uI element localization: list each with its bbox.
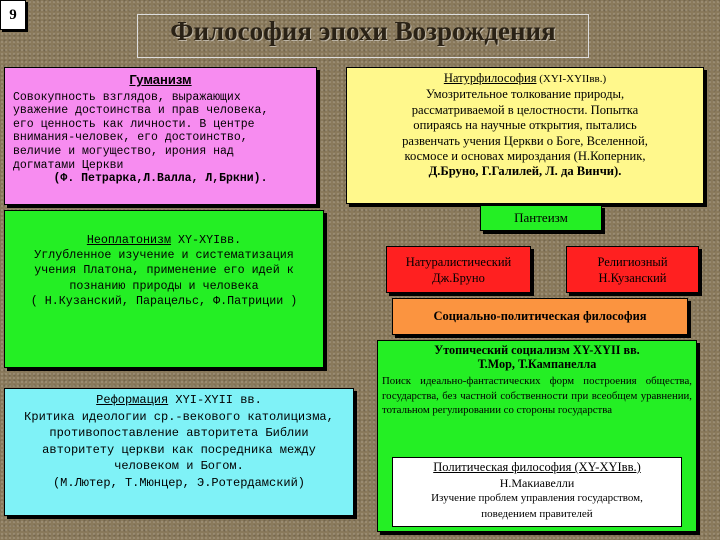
socio-political-box bbox=[392, 298, 688, 335]
political-philosophy-box bbox=[392, 457, 682, 527]
humanism-authors: (Ф. Петрарка,Л.Валла, Л,Бркни). bbox=[53, 172, 268, 186]
neoplatonism-line: познанию природы и человека bbox=[69, 278, 259, 293]
natural-philosophy-box bbox=[346, 67, 704, 204]
neoplatonism-line: учения Платона, применение его идей к bbox=[34, 263, 294, 278]
religious-label: Религиозный bbox=[597, 254, 668, 269]
reformation-title: Реформация bbox=[96, 393, 169, 407]
utopian-authors: Т.Мор, Т.Кампанелла bbox=[477, 357, 597, 371]
reformation-line: Критика идеологии ср.-векового католицизма, bbox=[24, 409, 334, 424]
neoplatonism-period: XY-XYIвв. bbox=[171, 233, 242, 247]
reformation-box bbox=[4, 388, 354, 516]
reformation-authors: (М.Лютер, Т.Мюнцер, Э.Ротердамский) bbox=[52, 475, 306, 490]
natural-philosophy-heading bbox=[353, 71, 697, 87]
humanism-line: Совокупность взглядов, выражающих bbox=[13, 90, 241, 104]
reformation-line: противопоставление авторитета Библии bbox=[49, 426, 309, 440]
natural-philosophy-line: Умозрительное толкование природы, bbox=[425, 87, 625, 102]
socio-political-label: Социально-политическая философия bbox=[433, 309, 647, 323]
pantheism-label: Пантеизм bbox=[514, 210, 568, 225]
religious-author: Н.Кузанский bbox=[598, 270, 667, 285]
utopian-description: Поиск идеально-фантастических форм построения общества, государства, без частной собственности при всеобщем уравнении, тотальном регулировании со стороны государства bbox=[382, 375, 692, 417]
reformation-line: авторитету церкви как посредника между bbox=[42, 442, 316, 457]
neoplatonism-line: Углубленное изучение и систематизация bbox=[34, 248, 294, 263]
humanism-line: величие и могущество, ирония над bbox=[13, 144, 234, 158]
religious-pantheism-box bbox=[566, 246, 699, 293]
slide-number: 9 bbox=[0, 0, 26, 30]
natural-philosophy-line: опираясь на научные открытия, пытались bbox=[413, 118, 637, 133]
neoplatonism-box bbox=[4, 210, 324, 368]
reformation-line: человеком и Богом. bbox=[114, 459, 244, 473]
reformation-period: XYI-XYII вв. bbox=[168, 393, 262, 407]
humanism-line: уважение достоинства и прав человека, bbox=[13, 104, 269, 118]
natural-philosophy-line: рассматриваемой в целостности. Попытка bbox=[411, 102, 639, 117]
utopian-title: Утопический социализм XY-XYII вв. bbox=[434, 343, 640, 357]
pantheism-box bbox=[480, 205, 602, 231]
natural-philosophy-line: космосе и основах мироздания (Н.Коперник, bbox=[404, 149, 646, 164]
natural-philosophy-authors: Д.Бруно, Г.Галилей, Л. да Винчи). bbox=[428, 164, 622, 179]
political-title: Политическая философия (XY-XYIвв.) bbox=[433, 460, 641, 474]
utopian-socialism-box bbox=[377, 340, 697, 532]
natural-philosophy-period: (XYI-XYIIвв.) bbox=[536, 73, 607, 85]
naturalistic-label: Натуралистический bbox=[405, 254, 512, 269]
naturalistic-author: Дж.Бруно bbox=[432, 270, 485, 285]
political-line: Изучение проблем управления государством, bbox=[431, 492, 643, 504]
political-line: поведением правителей bbox=[481, 507, 593, 520]
neoplatonism-heading bbox=[11, 233, 317, 248]
naturalistic-pantheism-box bbox=[386, 246, 531, 293]
reformation-heading bbox=[11, 392, 347, 409]
page-title: Философия эпохи Возрождения bbox=[170, 16, 556, 46]
humanism-line: догматами Церкви bbox=[13, 158, 124, 172]
humanism-box bbox=[4, 67, 317, 205]
humanism-line: внимания-человек, его достоинство, bbox=[13, 131, 248, 145]
natural-philosophy-title: Натурфилософия bbox=[443, 71, 537, 85]
humanism-title: Гуманизм bbox=[129, 72, 192, 87]
neoplatonism-title: Неоплатонизм bbox=[86, 233, 172, 247]
political-author: Н.Макиавелли bbox=[499, 475, 575, 490]
humanism-line: его ценность как личности. В центре bbox=[13, 117, 255, 131]
neoplatonism-authors: ( Н.Кузанский, Парацельс, Ф.Патриции ) bbox=[30, 293, 298, 308]
natural-philosophy-line: развенчать учения Церкви о Боге, Вселенной, bbox=[402, 133, 648, 148]
